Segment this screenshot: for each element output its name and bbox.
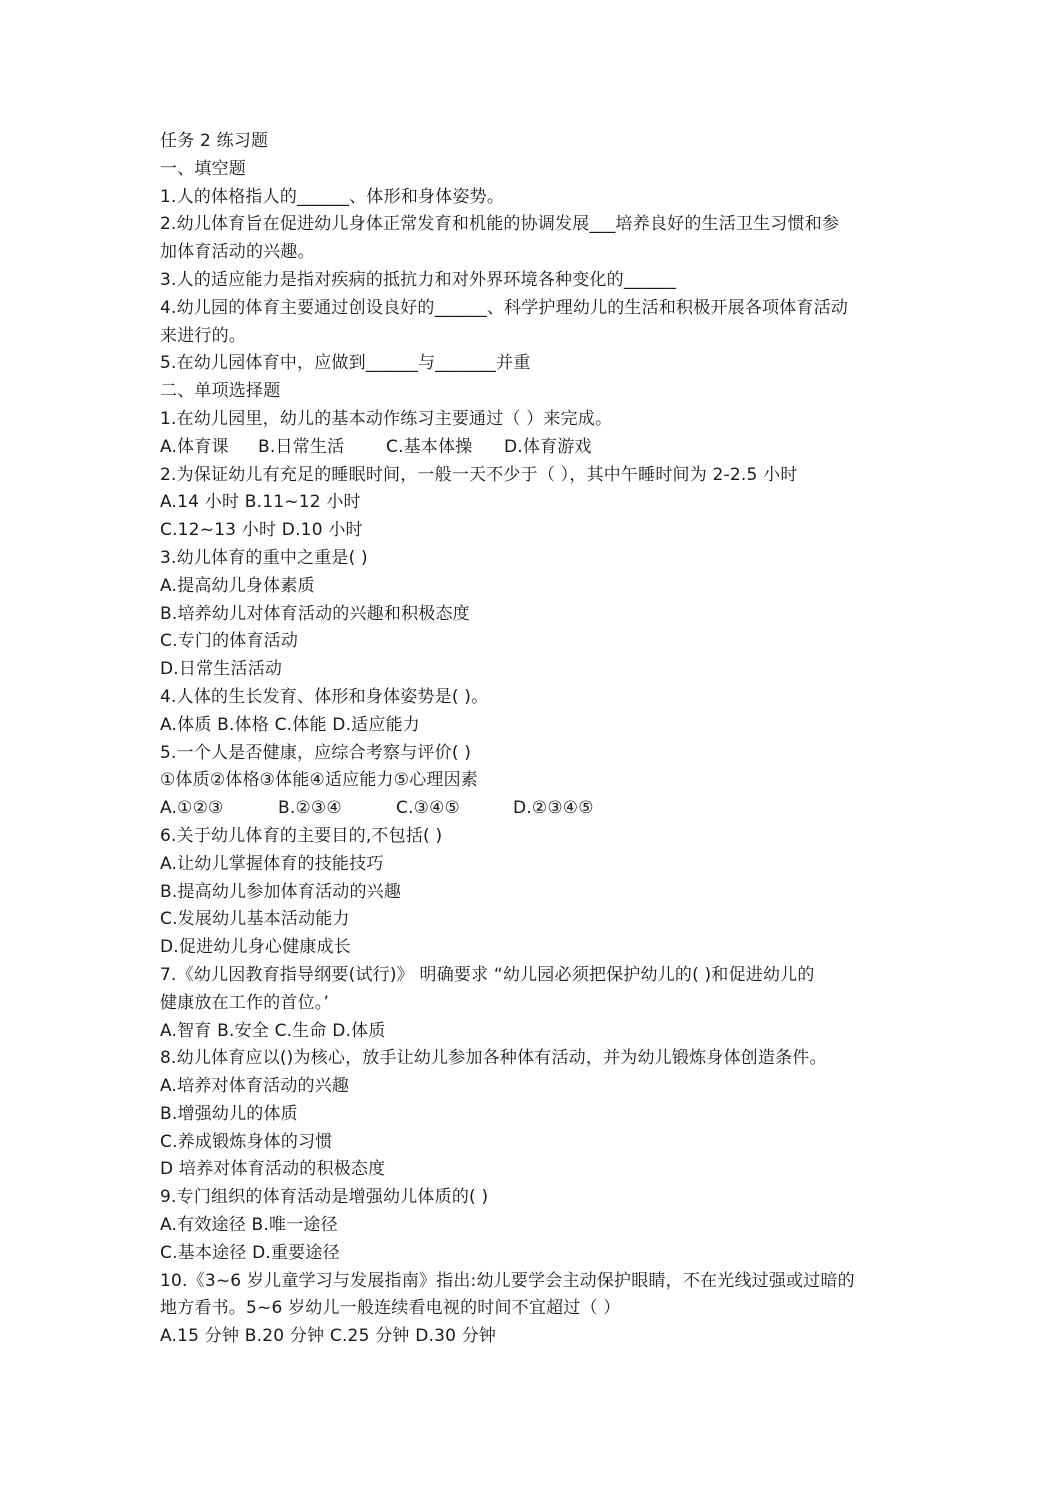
choice-q8-option-a: A.培养对体育活动的兴趣 (160, 1076, 350, 1097)
fill-q2-line1: 2.幼儿体育旨在促进幼儿身体正常发育和机能的协调发展___培养良好的生活卫生习惯和参 (160, 214, 840, 235)
option: D.体育游戏 (504, 436, 592, 457)
option: D.②③④⑤ (513, 798, 594, 819)
option: B.日常生活 (258, 436, 345, 457)
choice-q6: 6.关于幼儿体育的主要目的,不包括( ) (160, 825, 443, 846)
option: A.体育课 (160, 436, 229, 457)
fill-q4-line1: 4.幼儿园的体育主要通过创设良好的______、科学护理幼儿的生活和积极开展各项体育活动 (160, 297, 849, 318)
choice-q9-options-line2: C.基本途径 D.重要途径 (160, 1242, 340, 1263)
choice-q3-option-c: C.专门的体育活动 (160, 631, 299, 652)
choice-q6-option-c: C.发展幼儿基本活动能力 (160, 909, 350, 930)
choice-q6-option-b: B.提高幼儿参加体育活动的兴趣 (160, 881, 402, 902)
choice-q6-option-d: D.促进幼儿身心健康成长 (160, 937, 351, 958)
choice-q8: 8.幼儿体育应以()为核心，放手让幼儿参加各种体有活动，并为幼儿锻炼身体创造条件。 (160, 1048, 827, 1069)
choice-q3-option-d: D.日常生活活动 (160, 659, 283, 680)
choice-q9: 9.专门组织的体育活动是增强幼儿体质的( ) (160, 1187, 489, 1208)
choice-q8-option-c: C.养成锻炼身体的习惯 (160, 1131, 333, 1152)
choice-q7-line1: 7.《幼儿因教育指导纲要(试行)》 明确要求 “幼儿园必须把保护幼儿的( )和促进幼儿的 (160, 964, 815, 985)
choice-q3-option-a: A.提高幼儿身体素质 (160, 575, 315, 596)
choice-q5: 5.一个人是否健康，应综合考察与评价( ) (160, 742, 472, 763)
choice-q7-line2: 健康放在工作的首位。’ (160, 992, 330, 1013)
option: C.基本体操 (386, 436, 473, 457)
choice-q2: 2.为保证幼儿有充足的睡眠时间，一般一天不少于（ ），其中午睡时间为 2-2.5 小时 (160, 464, 798, 485)
choice-q8-option-d: D 培养对体育活动的积极态度 (160, 1159, 386, 1180)
fill-q3: 3.人的适应能力是指对疾病的抵抗力和对外界环境各种变化的______ (160, 269, 677, 290)
option: A.①②③ (160, 798, 224, 819)
choice-q10-line2: 地方看书。5~6 岁幼儿一般连续看电视的时间不宜超过（ ） (160, 1298, 621, 1319)
doc-title: 任务 2 练习题 (160, 131, 269, 151)
section-heading-fill-blank: 一、填空题 (160, 158, 246, 179)
fill-q4-line2: 来进行的。 (160, 325, 246, 346)
fill-q5: 5.在幼儿园体育中，应做到______与_______并重 (160, 353, 531, 374)
choice-q10-line1: 10.《3~6 岁儿童学习与发展指南》指出:幼儿要学会主动保护眼睛，不在光线过强或过暗的 (160, 1270, 855, 1291)
document-page (160, 128, 920, 1351)
choice-q8-option-b: B.增强幼儿的体质 (160, 1103, 298, 1124)
choice-q9-options-line1: A.有效途径 B.唯一途径 (160, 1215, 338, 1236)
choice-q1-options (160, 434, 920, 462)
choice-q1: 1.在幼儿园里，幼儿的基本动作练习主要通过（ ）来完成。 (160, 408, 613, 429)
choice-q6-option-a: A.让幼儿掌握体育的技能技巧 (160, 853, 384, 874)
choice-q5-items: ①体质②体格③体能④适应能力⑤心理因素 (160, 770, 479, 791)
choice-q3-option-b: B.培养幼儿对体育活动的兴趣和积极态度 (160, 603, 470, 624)
choice-q7-options: A.智育 B.安全 C.生命 D.体质 (160, 1020, 386, 1041)
choice-q2-options-line2: C.12~13 小时 D.10 小时 (160, 520, 363, 541)
option: C.③④⑤ (396, 798, 460, 819)
option: B.②③④ (278, 798, 342, 819)
choice-q5-options (160, 795, 920, 823)
choice-q4: 4.人体的生长发育、体形和身体姿势是( )。 (160, 686, 489, 707)
fill-q1: 1.人的体格指人的______、体形和身体姿势。 (160, 186, 505, 207)
choice-q4-options: A.体质 B.体格 C.体能 D.适应能力 (160, 714, 420, 735)
choice-q10-options: A.15 分钟 B.20 分钟 C.25 分钟 D.30 分钟 (160, 1326, 497, 1347)
section-heading-single-choice: 二、单项选择题 (160, 381, 281, 402)
choice-q3: 3.幼儿体育的重中之重是( ) (160, 547, 368, 568)
choice-q2-options-line1: A.14 小时 B.11~12 小时 (160, 492, 361, 513)
fill-q2-line2: 加体育活动的兴趣。 (160, 242, 315, 263)
